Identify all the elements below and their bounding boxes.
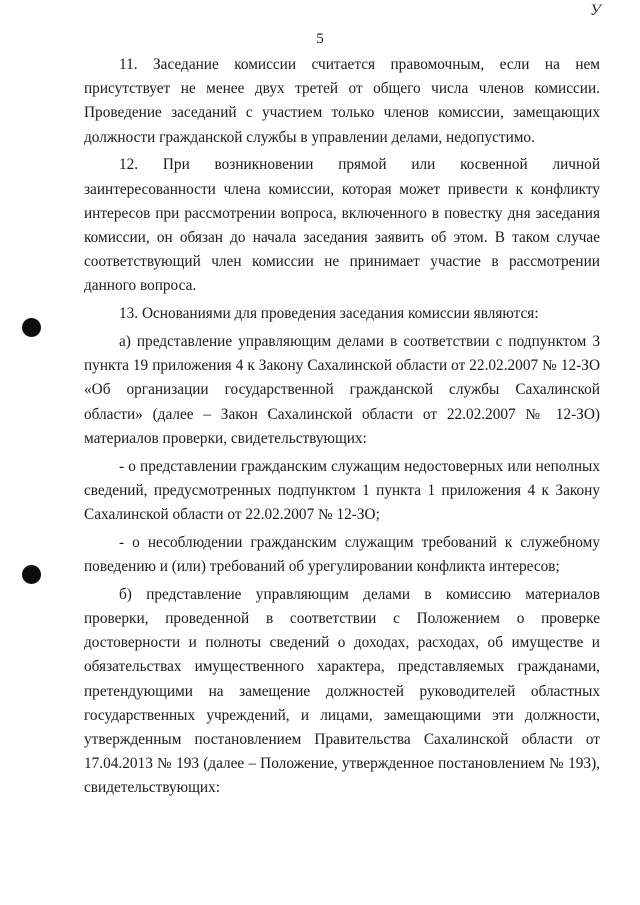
document-body [84, 53, 600, 804]
paragraph-13-a: а) представление управляющим делами в соответствии с подпунктом 3 пункта 19 приложения 4 к Закону Сахалинской области от 22.02.2007 № 12-ЗО «Об организации государственной гражданской службы Сахалинской области» (далее – Закон Сахалинской области от 22.02.2007 № 12-ЗО) материалов проверки, свидетельствующих: [84, 333, 600, 447]
paragraph-13-a-item-1: - о представлении гражданским служащим недостоверных или неполных сведений, предусмотренных подпунктом 1 пункта 1 приложения 4 к Закону Сахалинской области от 22.02.2007 № 12-ЗО; [84, 457, 600, 524]
paragraph-11: 11. Заседание комиссии считается правомочным, если на нем присутствует не менее двух третей от общего числа членов комиссии. Проведение заседаний с участием только членов комиссии, замещающих должности гражданской службы в управлении делами, недопустимо. [84, 56, 600, 146]
punch-hole-upper [22, 318, 41, 337]
punch-hole-lower [22, 565, 41, 584]
paragraph-13-a-item-2: - о несоблюдении гражданским служащим требований к служебному поведению и (или) требований об урегулировании конфликта интересов; [84, 533, 600, 576]
handwritten-mark: У [590, 2, 601, 19]
paragraph-13-b: б) представление управляющим делами в комиссию материалов проверки, проведенной в соответствии с Положением о проверке достоверности и полноты сведений о доходах, расходах, об имуществе и обязательствах имущественного характера, представляемых гражданами, претендующими на замещение должностей руководителей областных государственных учреждений, и лицами, замещающими эти должности, утвержденным постановлением Правительства Сахалинской области от 17.04.2013 № 193 (далее – Положение, утвержденное постановлением № 193), свидетельствующих: [84, 585, 600, 797]
paragraph-12: 12. При возникновении прямой или косвенной личной заинтересованности члена комиссии, которая может привести к конфликту интересов при рассмотрении вопроса, включенного в повестку дня заседания комиссии, он обязан до начала заседания заявить об этом. В таком случае соответствующий член комиссии не принимает участие в рассмотрении данного вопроса. [84, 156, 600, 295]
page-number: 5 [316, 31, 324, 47]
paragraph-13: 13. Основаниями для проведения заседания комиссии являются: [119, 305, 539, 323]
